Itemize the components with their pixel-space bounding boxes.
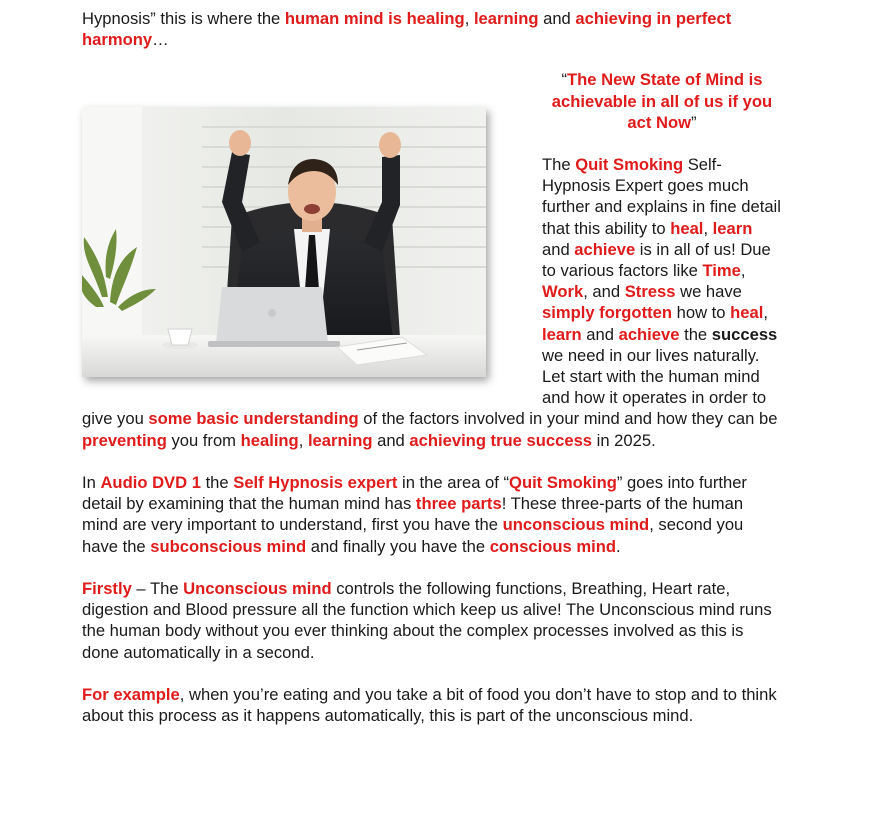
p2-text-4: ” goes into further detail by examining that the human mind has xyxy=(82,473,747,514)
side-highlight-learning: learning xyxy=(307,430,373,450)
p2-highlight-subconscious-mind: subconscious mind xyxy=(150,536,307,556)
intro-text-1: Hypnosis” this is where the xyxy=(82,9,285,28)
side-text-12: the xyxy=(679,324,712,344)
side-text-14: of the factors involved in your mind and how they can be xyxy=(358,409,778,429)
p2-highlight-three-parts: three parts xyxy=(415,494,502,514)
side-highlight-achieve: achieve xyxy=(574,239,636,259)
side-text-9: how to xyxy=(672,303,731,323)
side-highlight-work: Work xyxy=(542,282,584,302)
example-paragraph xyxy=(82,684,782,726)
side-highlight-learn-2: learn xyxy=(542,324,582,344)
firstly-paragraph xyxy=(82,578,782,663)
side-text-17: and xyxy=(372,430,410,450)
p3-highlight-unconscious-mind: Unconscious mind xyxy=(183,579,332,599)
p2-text-1: In xyxy=(82,473,101,493)
spacer xyxy=(82,557,782,578)
intro-highlight-1: human mind is healing xyxy=(284,9,465,28)
p4-highlight-for-example: For example xyxy=(82,685,180,705)
intro-highlight-2: learning xyxy=(473,9,539,28)
side-highlight-healing: healing xyxy=(240,430,299,450)
side-bold-success: success xyxy=(711,324,778,344)
p2-highlight-unconscious-mind: unconscious mind xyxy=(502,515,650,535)
side-highlight-achieving-true-success: achieving true success xyxy=(409,430,593,450)
p2-highlight-conscious-mind: conscious mind xyxy=(489,536,617,556)
side-highlight-simply-forgotten: simply forgotten xyxy=(542,303,672,323)
side-text-5: is in all of us! Due to various factors like xyxy=(542,239,771,281)
celebrating-businessman-photo xyxy=(82,107,486,377)
photo-section xyxy=(82,69,782,450)
side-text-11: and xyxy=(581,324,619,344)
p3-highlight-firstly: Firstly xyxy=(82,579,132,599)
quote-open-mark: “ xyxy=(561,70,568,90)
pull-quote xyxy=(542,69,782,133)
audio-dvd-paragraph xyxy=(82,472,782,557)
p2-text-7: and finally you have the xyxy=(306,536,490,556)
p4-text-1: , when you’re eating and you take a bit of food you don’t have to stop and to think about this process as it happens automatically, this is part of the unconscious mind. xyxy=(82,685,777,726)
p2-highlight-quit-smoking: Quit Smoking xyxy=(509,473,617,493)
side-highlight-achieve-2: achieve xyxy=(618,324,680,344)
side-text-8: we have xyxy=(675,282,742,302)
side-highlight-preventing: preventing xyxy=(82,430,167,450)
intro-highlight-3: achieving in perfect harmony xyxy=(82,9,732,50)
p2-text-8: . xyxy=(616,536,621,556)
p3-text-2: controls the following functions, Breathing, Heart rate, digestion and Blood pressure all the function which keep us alive! The Unconscious mind runs the human body without you ever thinking about the complex processes involved as this is done automatically in a second. xyxy=(82,579,772,662)
side-highlight-learn: learn xyxy=(712,218,753,238)
side-text-3: , xyxy=(703,218,713,238)
p2-text-5: ! These three-parts of the human mind are very important to understand, first you have the xyxy=(82,494,744,535)
intro-text-2: , xyxy=(464,9,474,28)
side-text-1: The xyxy=(542,155,576,175)
p2-text-6: , second you have the xyxy=(82,515,744,556)
side-text-7: , and xyxy=(583,282,625,302)
side-highlight-time: Time xyxy=(702,261,741,281)
p2-highlight-self-hypnosis-expert: Self Hypnosis expert xyxy=(233,473,398,493)
intro-text-4: … xyxy=(152,30,169,50)
side-text-13: we need in our lives naturally. Let start with the human mind and how it operates in order to give you xyxy=(82,345,767,429)
intro-paragraph xyxy=(82,8,782,50)
side-highlight-heal-2: heal xyxy=(730,303,764,323)
spacer xyxy=(82,663,782,684)
side-highlight-stress: Stress xyxy=(624,282,676,302)
side-text-15: you from xyxy=(166,430,241,450)
spacer xyxy=(82,451,782,472)
side-highlight-heal: heal xyxy=(670,218,704,238)
p2-text-3: in the area of “ xyxy=(397,473,510,493)
intro-text-3: and xyxy=(538,9,576,28)
side-text-10: , xyxy=(763,303,768,323)
side-text-16: , xyxy=(298,430,308,450)
side-text-2: Self-Hypnosis Expert goes much further and explains in fine detail that this ability to xyxy=(542,155,781,238)
side-highlight-quit-smoking: Quit Smoking xyxy=(575,155,684,175)
side-text-18: in 2025. xyxy=(592,430,656,450)
article-body xyxy=(82,8,782,726)
quote-close-mark: ” xyxy=(691,112,697,132)
quote-text: The New State of Mind is achievable in all of us if you act Now xyxy=(551,70,773,132)
p2-highlight-audio-dvd: Audio DVD 1 xyxy=(100,473,201,493)
side-text-6: , xyxy=(740,261,746,281)
p2-text-2: the xyxy=(200,473,234,493)
p3-text-1: – The xyxy=(131,579,184,599)
side-highlight-basic-understanding: some basic understanding xyxy=(148,409,359,429)
side-text-4: and xyxy=(542,239,575,259)
